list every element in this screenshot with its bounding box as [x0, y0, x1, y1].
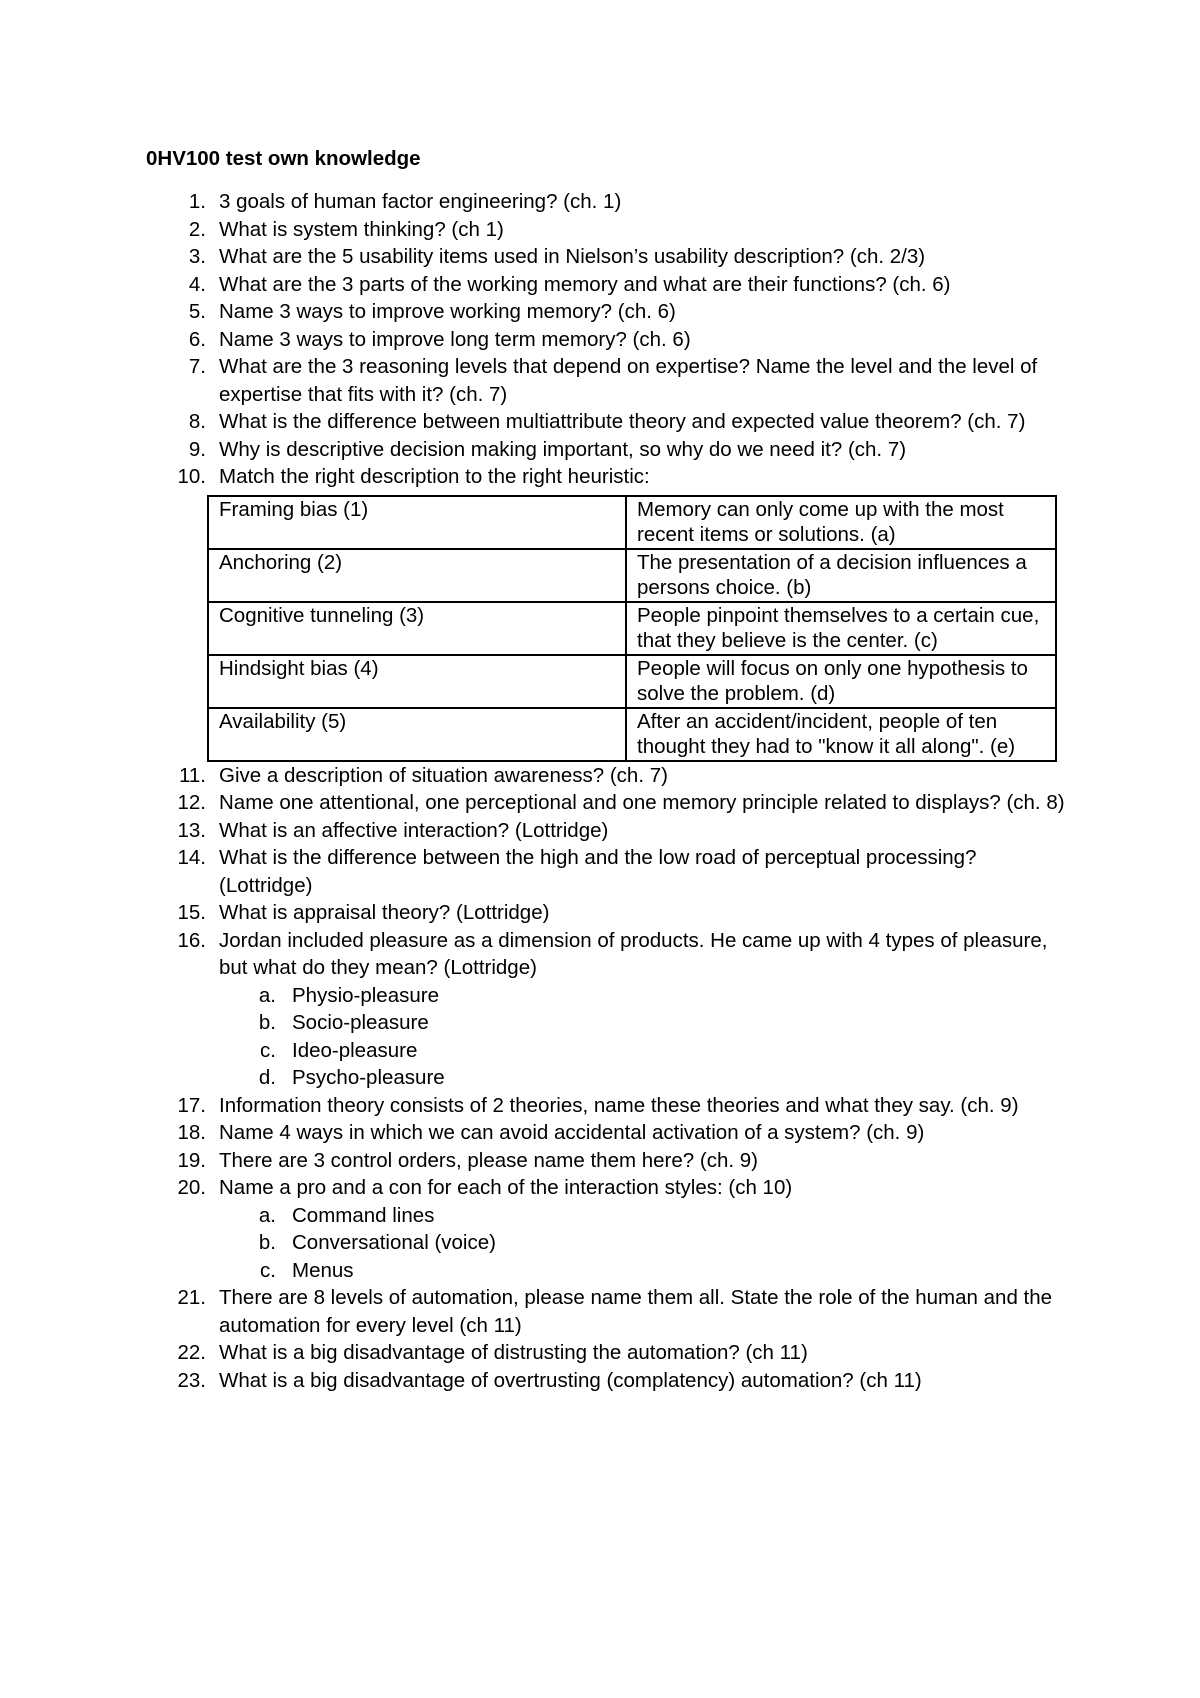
question-item — [146, 1147, 1066, 1175]
sub-item-letter: d. — [258, 1066, 276, 1089]
table-row — [208, 708, 1056, 761]
question-item — [146, 899, 1066, 927]
question-text: What is appraisal theory? (Lottridge) — [219, 901, 550, 924]
heuristic-table — [207, 495, 1057, 762]
question-item — [146, 1284, 1066, 1339]
sub-item-text: Conversational (voice) — [292, 1231, 496, 1254]
question-text: What is the difference between multiattribute theory and expected value theorem? (ch. 7) — [219, 410, 1026, 433]
sub-item — [146, 1229, 1066, 1257]
table-row — [208, 655, 1056, 708]
table-row — [208, 602, 1056, 655]
question-number: 13. — [177, 818, 206, 842]
question-item — [146, 243, 1066, 271]
sub-item-letter: a. — [258, 1203, 276, 1227]
heuristic-name-cell: Hindsight bias (4) — [208, 655, 626, 708]
question-item — [146, 927, 1066, 982]
question-item — [146, 353, 1066, 408]
question-text: Name a pro and a con for each of the interaction styles: (ch 10) — [219, 1176, 793, 1199]
question-text: Name 3 ways to improve working memory? (ch. 6) — [219, 300, 676, 323]
question-text: Why is descriptive decision making important, so why do we need it? (ch. 7) — [219, 437, 907, 461]
questions-before-table — [146, 188, 1066, 491]
question-number: 14. — [177, 846, 206, 869]
table-row — [208, 496, 1056, 549]
document-title: 0HV100 test own knowledge — [146, 147, 421, 170]
question-item — [146, 789, 1066, 817]
sub-item-text: Command lines — [292, 1203, 435, 1227]
question-text: There are 8 levels of automation, please name them all. State the role of the human and the automation for every level (ch 11) — [219, 1286, 1053, 1337]
question-text: What is the difference between the high and the low road of perceptual processing? (Lottridge) — [219, 846, 977, 897]
question-item — [146, 326, 1066, 354]
question-number: 6. — [188, 327, 206, 351]
questions-after-table — [146, 762, 1066, 1395]
sub-item-letter: c. — [260, 1258, 276, 1282]
heuristic-description-cell: After an accident/incident, people of ten thought they had to "know it all along". (e) — [626, 708, 1056, 761]
sub-item — [146, 1009, 1066, 1037]
question-item — [146, 1367, 1066, 1395]
heuristic-name-cell: Availability (5) — [208, 708, 626, 761]
question-text: 3 goals of human factor engineering? (ch. 1) — [219, 190, 622, 213]
question-item — [146, 762, 1066, 790]
question-item — [146, 817, 1066, 845]
question-number: 21. — [177, 1286, 206, 1309]
sub-item-text: Physio-pleasure — [292, 983, 439, 1007]
question-item — [146, 1092, 1066, 1120]
table-row — [208, 549, 1056, 602]
question-number: 2. — [188, 217, 206, 241]
question-number: 9. — [188, 437, 206, 461]
heuristic-description-cell: The presentation of a decision influences a persons choice. (b) — [626, 549, 1056, 602]
question-number: 7. — [188, 355, 206, 378]
question-number: 11. — [179, 763, 206, 787]
sub-item — [146, 1064, 1066, 1092]
question-text: What are the 5 usability items used in Nielson’s usability description? (ch. 2/3) — [219, 245, 926, 268]
sub-item — [146, 1202, 1066, 1230]
question-number: 20. — [177, 1176, 206, 1199]
question-text: There are 3 control orders, please name them here? (ch. 9) — [219, 1148, 758, 1172]
question-number: 16. — [177, 928, 206, 952]
question-text: What is an affective interaction? (Lottridge) — [219, 818, 609, 842]
question-item — [146, 188, 1066, 216]
question-number: 4. — [188, 272, 206, 296]
sub-item-text: Psycho-pleasure — [292, 1066, 445, 1089]
question-item — [146, 844, 1066, 899]
question-text: Name 3 ways to improve long term memory? (ch. 6) — [219, 327, 691, 351]
question-list — [146, 188, 1066, 1394]
heuristic-name-cell: Anchoring (2) — [208, 549, 626, 602]
question-item — [146, 271, 1066, 299]
question-item — [146, 1339, 1066, 1367]
question-number: 1. — [188, 190, 206, 213]
sub-item — [146, 1037, 1066, 1065]
sub-item-letter: c. — [260, 1038, 276, 1062]
question-number: 8. — [188, 410, 206, 433]
question-text: What are the 3 parts of the working memory and what are their functions? (ch. 6) — [219, 272, 951, 296]
question-item — [146, 463, 1066, 491]
question-number: 22. — [177, 1341, 206, 1364]
heuristic-description-cell: People pinpoint themselves to a certain cue, that they believe is the center. (c) — [626, 602, 1056, 655]
question-text: Name one attentional, one perceptional and one memory principle related to displays? (ch. 8) — [219, 791, 1065, 814]
sub-item-letter: b. — [258, 1231, 276, 1254]
question-text: What is a big disadvantage of distrusting the automation? (ch 11) — [219, 1341, 808, 1364]
question-text: Information theory consists of 2 theories, name these theories and what they say. (ch. 9) — [219, 1093, 1019, 1117]
question-text: Name 4 ways in which we can avoid accidental activation of a system? (ch. 9) — [219, 1121, 925, 1144]
question-text: Jordan included pleasure as a dimension of products. He came up with 4 types of pleasure, but what do they mean? (Lottridge) — [219, 928, 1048, 979]
question-number: 3. — [188, 245, 206, 268]
question-text: Give a description of situation awareness? (ch. 7) — [219, 763, 668, 787]
heuristic-description-cell: Memory can only come up with the most recent items or solutions. (a) — [626, 496, 1056, 549]
question-item — [146, 1174, 1066, 1202]
sub-item-text: Menus — [292, 1258, 354, 1282]
question-text: Match the right description to the right heuristic: — [219, 465, 650, 488]
question-text: What is a big disadvantage of overtrusting (complatency) automation? (ch 11) — [219, 1368, 922, 1392]
sub-item-letter: b. — [258, 1011, 276, 1034]
question-number: 17. — [177, 1093, 206, 1117]
question-number: 10. — [177, 465, 206, 488]
question-item — [146, 298, 1066, 326]
heuristic-name-cell: Framing bias (1) — [208, 496, 626, 549]
question-item — [146, 408, 1066, 436]
question-item — [146, 436, 1066, 464]
question-text: What are the 3 reasoning levels that depend on expertise? Name the level and the level of expertise that fits with it? (ch. 7) — [219, 355, 1038, 406]
heuristic-name-cell: Cognitive tunneling (3) — [208, 602, 626, 655]
question-number: 23. — [177, 1368, 206, 1392]
question-number: 18. — [177, 1121, 206, 1144]
heuristic-description-cell: People will focus on only one hypothesis to solve the problem. (d) — [626, 655, 1056, 708]
question-number: 19. — [177, 1148, 206, 1172]
sub-item-text: Socio-pleasure — [292, 1011, 429, 1034]
question-item — [146, 1119, 1066, 1147]
sub-item-letter: a. — [258, 983, 276, 1007]
question-number: 12. — [177, 791, 206, 814]
question-text: What is system thinking? (ch 1) — [219, 217, 504, 241]
sub-item — [146, 1257, 1066, 1285]
question-item — [146, 216, 1066, 244]
question-number: 5. — [188, 300, 206, 323]
sub-item-text: Ideo-pleasure — [292, 1038, 418, 1062]
question-number: 15. — [177, 901, 206, 924]
sub-item — [146, 982, 1066, 1010]
